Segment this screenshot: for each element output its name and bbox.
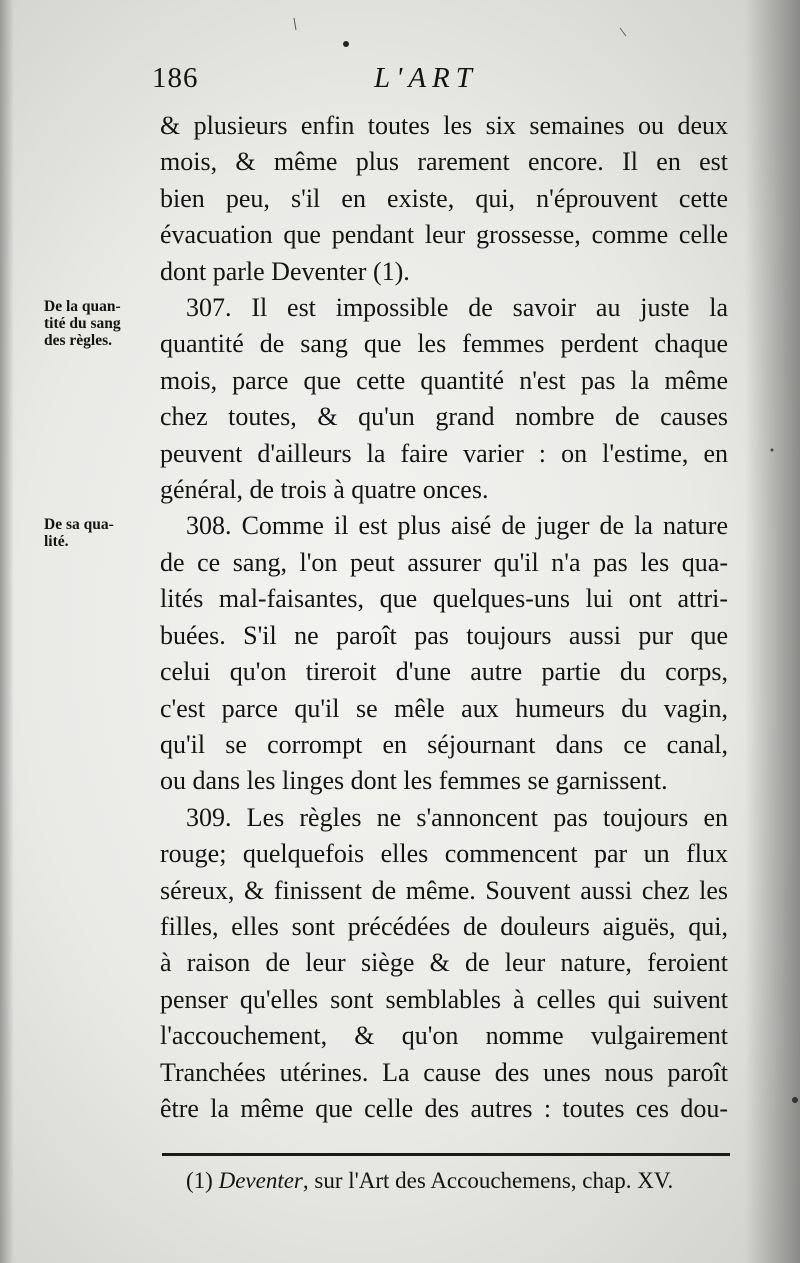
margin-note-line: lité. <box>44 533 69 550</box>
text-line: évacuation que pendant leur grossesse, comme celle <box>160 220 728 250</box>
text-line: à raison de leur siège & de leur nature, feroient <box>160 948 728 978</box>
text-line: peuvent d'ailleurs la faire varier : on l'estime, en <box>160 438 728 468</box>
running-title: L'ART <box>374 62 478 94</box>
text-line: ou dans les linges dont les femmes se garnissent. <box>160 766 668 796</box>
text-line: Tranchées utérines. La cause des unes nous paroît <box>160 1057 728 1087</box>
text-line: de ce sang, l'on peut assurer qu'il n'a pas les qua- <box>160 547 728 577</box>
margin-note-line: De la quan- <box>44 298 121 315</box>
margin-note-line: des règles. <box>44 332 113 349</box>
text-line: mois, parce que cette quantité n'est pas la même <box>160 365 728 395</box>
text-line: général, de trois à quatre onces. <box>160 475 489 505</box>
body-text <box>160 108 728 1127</box>
margin-note-line: De sa qua- <box>44 516 114 533</box>
page-number: 186 <box>152 62 199 94</box>
text-line: dont parle Deventer (1). <box>160 256 410 286</box>
text-line: chez toutes, & qu'un grand nombre de causes <box>160 402 728 432</box>
footnote <box>186 1166 746 1196</box>
footnote-text: , sur l'Art des Accouchemens, chap. XV. <box>302 1168 674 1193</box>
text-line: bien peu, s'il en existe, qui, n'éprouvent cette <box>160 183 728 213</box>
text-line: quantité de sang que les femmes perdent chaque <box>160 329 728 359</box>
paragraph-309-start: 309. Les règles ne s'annoncent pas toujours en <box>186 802 728 832</box>
paragraph-307-start: 307. Il est impossible de savoir au juste la <box>186 293 728 323</box>
text-line: rouge; quelquefois elles commencent par un flux <box>160 839 728 869</box>
text-line: buées. S'il ne paroît pas toujours aussi pur que <box>160 620 728 650</box>
footnote-marker: (1) <box>186 1168 213 1193</box>
text-line: filles, elles sont précédées de douleurs aiguës, qui, <box>160 911 728 941</box>
text-line: mois, & même plus rarement encore. Il en est <box>160 147 728 177</box>
margin-note-quantity <box>44 298 162 349</box>
footnote-rule <box>162 1153 730 1156</box>
text-line: lités mal-faisantes, que quelques-uns lui ont attri- <box>160 584 728 614</box>
text-line: & plusieurs enfin toutes les six semaines ou deux <box>160 111 728 140</box>
text-line: qu'il se corrompt en séjournant dans ce canal, <box>160 729 728 759</box>
text-line: celui qu'on tireroit d'une autre partie du corps, <box>160 657 728 687</box>
paragraph-308-start: 308. Comme il est plus aisé de juger de la nature <box>186 511 728 541</box>
footnote-author: Deventer <box>218 1168 303 1193</box>
text-line: être la même que celle des autres : toutes ces dou- <box>160 1093 728 1123</box>
margin-note-quality <box>44 516 162 550</box>
text-line: penser qu'elles sont semblables à celles qui suivent <box>160 984 728 1014</box>
text-line: l'accouchement, & qu'on nomme vulgairement <box>160 1021 728 1051</box>
text-line: séreux, & finissent de même. Souvent aussi chez les <box>160 875 728 905</box>
margin-note-line: tité du sang <box>44 315 121 332</box>
text-line: c'est parce qu'il se mêle aux humeurs du vagin, <box>160 693 728 723</box>
page-header <box>152 62 732 102</box>
